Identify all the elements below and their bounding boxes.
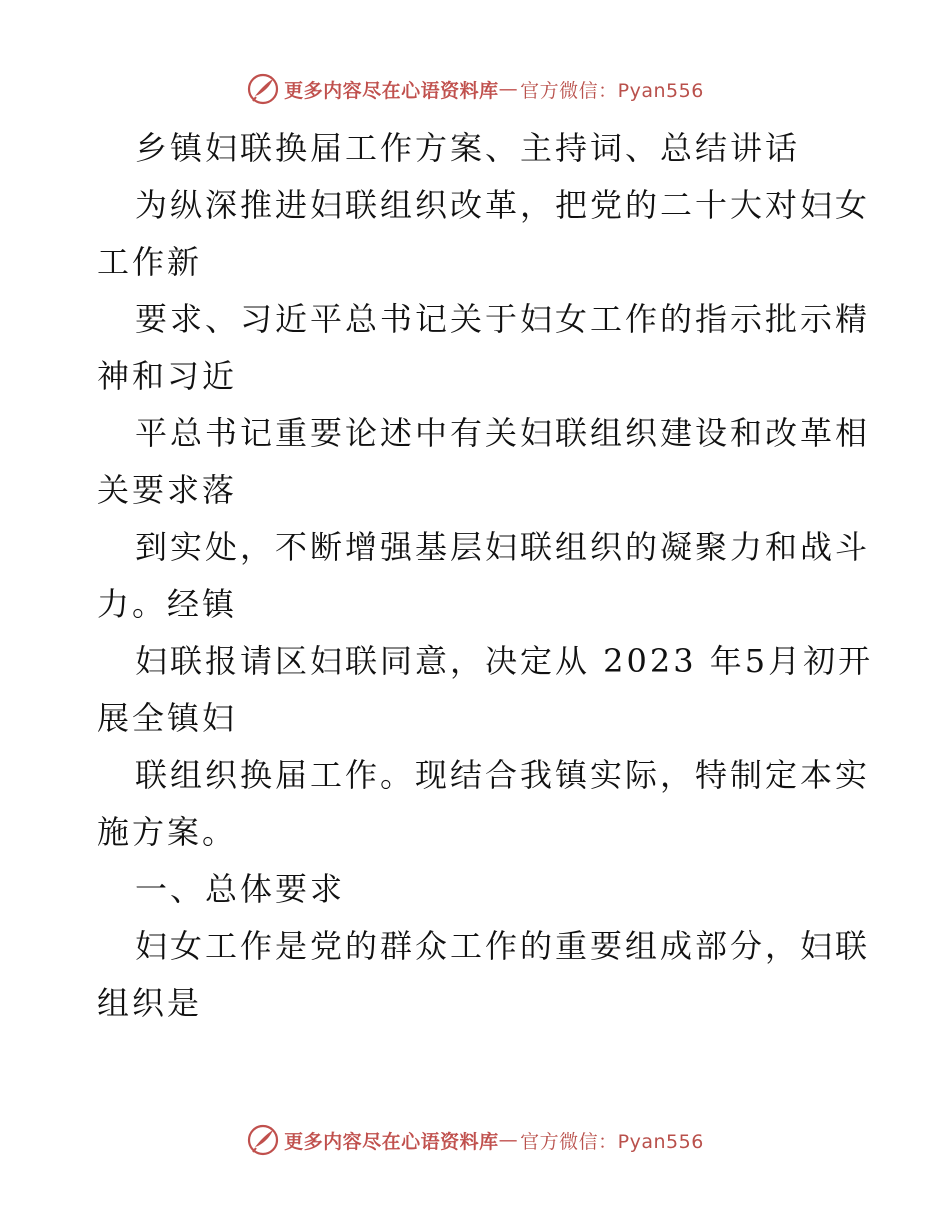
document-title: 乡镇妇联换届工作方案、主持词、总结讲话: [135, 129, 801, 167]
paragraph-line: 为纵深推进妇联组织改革，把党的二十大对妇女: [135, 186, 871, 224]
paragraph-line: 要求、习近平总书记关于妇女工作的指示批示精: [135, 300, 871, 338]
paragraph-line: 妇联报请区妇联同意，决定从 2023 年5月初开: [135, 642, 874, 680]
paragraph-line: 展全镇妇: [97, 699, 238, 737]
watermark-wechat-text: 官方微信：Pyan556: [520, 79, 704, 102]
paragraph-line: 组织是: [97, 984, 203, 1022]
document-body: [97, 120, 874, 1032]
watermark-dash: —: [498, 78, 519, 100]
paragraph-line: 到实处，不断增强基层妇联组织的凝聚力和战斗: [135, 528, 871, 566]
paragraph-line: 神和习近: [97, 357, 238, 395]
header-watermark: [0, 72, 950, 106]
section-heading: 一、总体要求: [135, 870, 346, 908]
paragraph-line: 施方案。: [97, 813, 238, 851]
quill-logo-icon: [246, 72, 280, 106]
paragraph-line: 工作新: [97, 243, 203, 281]
paragraph-line: 平总书记重要论述中有关妇联组织建设和改革相: [135, 414, 871, 452]
watermark-main-text: 更多内容尽在心语资料库: [284, 79, 499, 102]
watermark-wechat-text: 官方微信：Pyan556: [520, 1130, 704, 1153]
watermark-main-text: 更多内容尽在心语资料库: [284, 1130, 499, 1153]
paragraph-line: 力。经镇: [97, 585, 238, 623]
quill-logo-icon: [246, 1123, 280, 1157]
paragraph-line: 关要求落: [97, 471, 238, 509]
paragraph-line: 妇女工作是党的群众工作的重要组成部分，妇联: [135, 927, 871, 965]
footer-watermark: [0, 1123, 950, 1157]
watermark-dash: —: [498, 1129, 519, 1151]
paragraph-line: 联组织换届工作。现结合我镇实际，特制定本实: [135, 756, 871, 794]
